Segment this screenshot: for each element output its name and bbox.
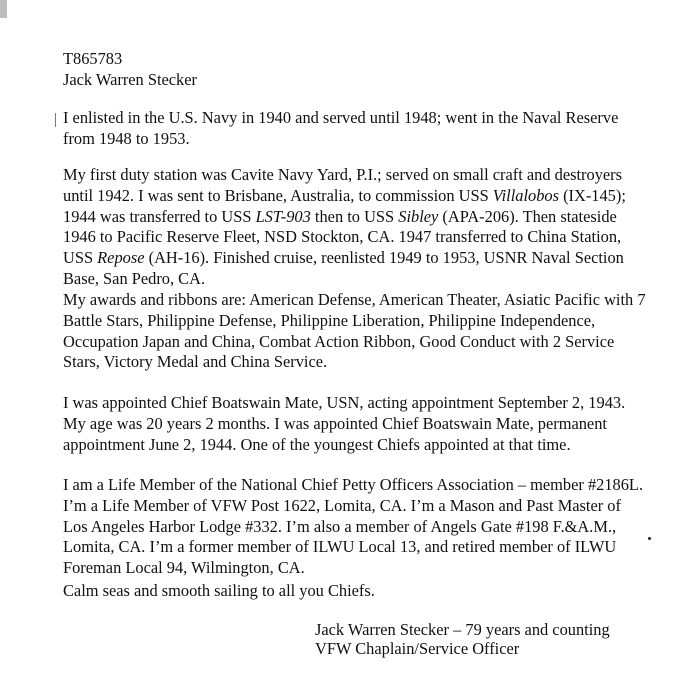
text-line: until 1942. I was sent to Brisbane, Australia, to commission USS Villalobos (IX-145);	[63, 185, 626, 205]
text-line: I was appointed Chief Boatswain Mate, USN, acting appointment September 2, 1943.	[63, 393, 626, 412]
text-line: 1944 was transferred to USS LST-903 then to USS Sibley (APA-206). Then stateside	[63, 206, 617, 226]
text-line: My awards and ribbons are: American Defense, American Theater, Asiatic Pacific with 7	[63, 290, 646, 309]
text-line: 1946 to Pacific Reserve Fleet, NSD Stockton, CA. 1947 transferred to China Station,	[63, 227, 622, 247]
text-line: My first duty station was Cavite Navy Yard, P.I.; served on small craft and destroyers	[63, 165, 623, 184]
text-line: I am a Life Member of the National Chief Petty Officers Association – member #2186L.	[63, 475, 644, 494]
signature-line-2: VFW Chaplain/Service Officer	[315, 639, 520, 658]
text-line: Los Angeles Harbor Lodge #332. I’m also a member of Angels Gate #198 F.&A.M.,	[63, 516, 617, 536]
text-line: Stars, Victory Medal and China Service.	[63, 352, 328, 372]
text-line: Occupation Japan and China, Combat Action Ribbon, Good Conduct with 2 Service	[63, 331, 615, 351]
text-line: I’m a Life Member of VFW Post 1622, Lomita, CA. I’m a Mason and Past Master of	[63, 495, 621, 515]
ship-name: Villalobos	[492, 185, 559, 205]
margin-mark	[55, 113, 56, 127]
text-line: My age was 20 years 2 months. I was appointed Chief Boatswain Mate, permanent	[63, 413, 607, 433]
text-line: Base, San Pedro, CA.	[63, 269, 206, 288]
ship-name: LST-903	[255, 206, 311, 226]
text-line: Battle Stars, Philippine Defense, Philippine Liberation, Philippine Independence,	[63, 310, 596, 330]
ship-name: Sibley	[398, 206, 439, 226]
text-line: I enlisted in the U.S. Navy in 1940 and served until 1948; went in the Naval Reserve	[63, 108, 619, 127]
scan-edge-mark	[0, 0, 7, 18]
signature-line-1: Jack Warren Stecker – 79 years and counting	[315, 620, 610, 639]
author-name: Jack Warren Stecker	[63, 70, 197, 89]
ship-name: Repose	[97, 248, 145, 268]
text-line: USS Repose (AH-16). Finished cruise, reenlisted 1949 to 1953, USNR Naval Section	[63, 248, 624, 268]
text-line: appointment June 2, 1944. One of the youngest Chiefs appointed at that time.	[63, 434, 571, 454]
text-line: from 1948 to 1953.	[63, 128, 190, 148]
text-line: Foreman Local 94, Wilmington, CA.	[63, 558, 305, 578]
document-id: T865783	[63, 49, 123, 68]
text-line: Calm seas and smooth sailing to all you Chiefs.	[63, 581, 375, 600]
stray-dot	[648, 537, 651, 540]
text-line: Lomita, CA. I’m a former member of ILWU Local 13, and retired member of ILWU	[63, 537, 617, 557]
